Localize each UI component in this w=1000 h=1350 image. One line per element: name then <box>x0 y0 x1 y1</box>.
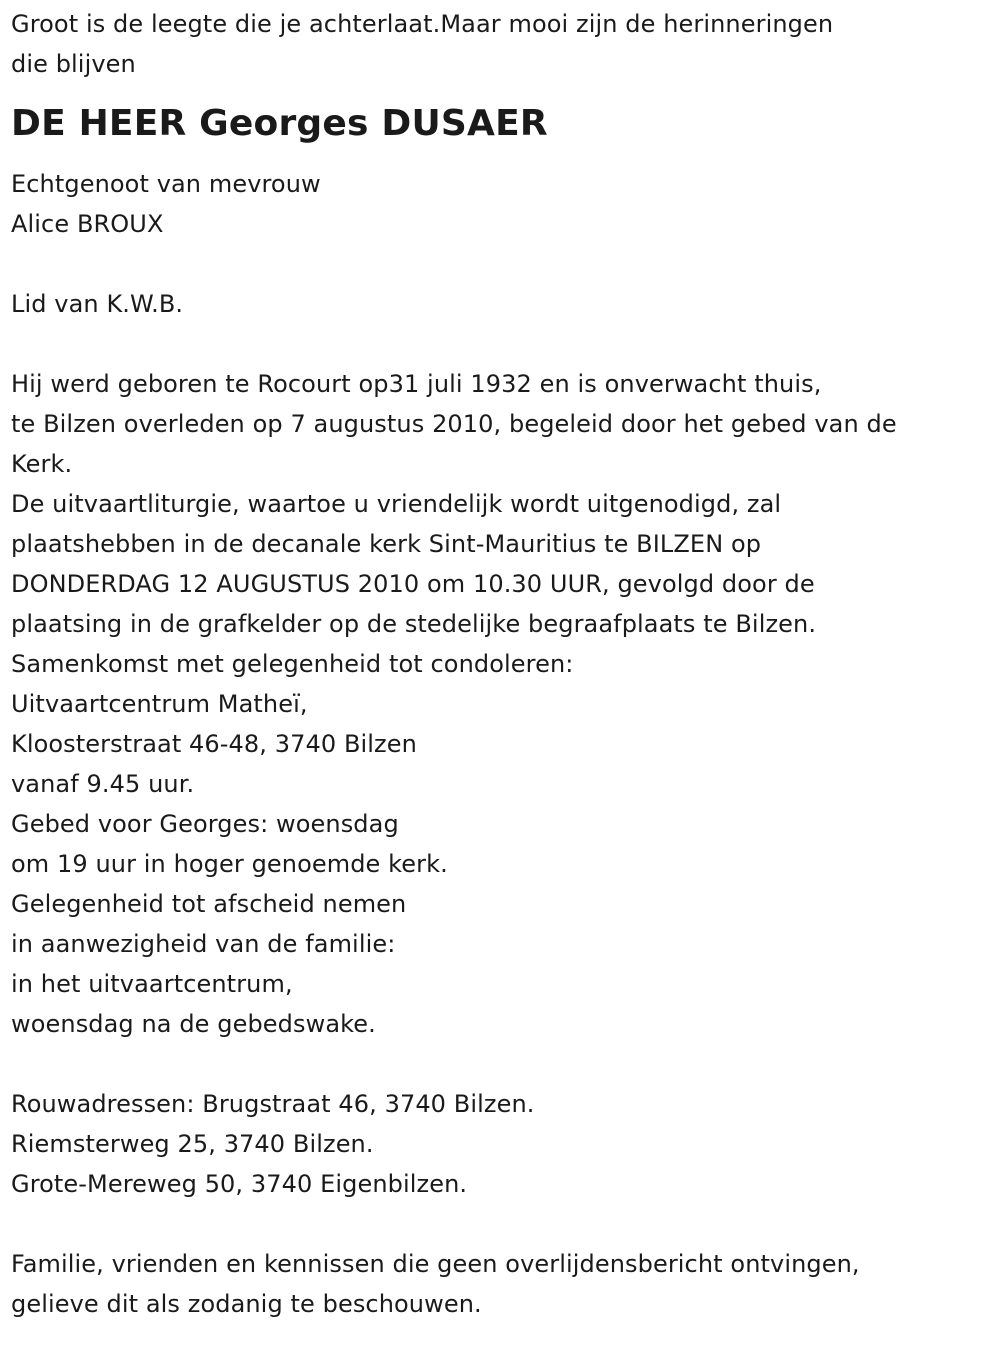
announcement-line: in het uitvaartcentrum, <box>11 970 293 998</box>
announcement-line: Samenkomst met gelegenheid tot condoleren: <box>11 650 574 678</box>
closing-line: gelieve dit als zodanig te beschouwen. <box>11 1290 482 1318</box>
spouse-line: Echtgenoot van mevrouw <box>11 170 321 198</box>
announcement-line: Uitvaartcentrum Matheï, <box>11 690 308 718</box>
announcement-text <box>11 364 986 1044</box>
announcement-line: vanaf 9.45 uur. <box>11 770 195 798</box>
spouse-name: Alice BROUX <box>11 210 164 238</box>
mourning-addresses <box>11 1084 986 1204</box>
announcement-line: Kloosterstraat 46-48, 3740 Bilzen <box>11 730 417 758</box>
announcement-line: plaatshebben in de decanale kerk Sint-Mauritius te BILZEN op <box>11 530 762 558</box>
motto-line: die blijven <box>11 50 136 78</box>
address-line: Grote-Mereweg 50, 3740 Eigenbilzen. <box>11 1170 468 1198</box>
spouse-info <box>11 164 986 244</box>
spacer <box>11 324 986 364</box>
announcement-line: plaatsing in de grafkelder op de stedelijke begraafplaats te Bilzen. <box>11 610 817 638</box>
announcement-line: De uitvaartliturgie, waartoe u vriendelijk wordt uitgenodigd, zal <box>11 490 782 518</box>
closing-line: Familie, vrienden en kennissen die geen overlijdensbericht ontvingen, <box>11 1250 860 1278</box>
closing-note <box>11 1244 986 1324</box>
announcement-line: Gelegenheid tot afscheid nemen <box>11 890 407 918</box>
deceased-name: DE HEER Georges DUSAER <box>11 103 548 144</box>
motto <box>11 4 986 84</box>
spacer <box>11 1044 986 1084</box>
announcement-line: Hij werd geboren te Rocourt op31 juli 1932 en is onverwacht thuis, <box>11 370 822 398</box>
announcement-line: te Bilzen overleden op 7 augustus 2010, begeleid door het gebed van de <box>11 410 897 438</box>
spacer <box>11 1204 986 1244</box>
motto-line: Groot is de leegte die je achterlaat.Maar mooi zijn de herinneringen <box>11 10 834 38</box>
death-notice <box>11 4 986 1324</box>
announcement-line: woensdag na de gebedswake. <box>11 1010 376 1038</box>
address-line: Rouwadressen: Brugstraat 46, 3740 Bilzen. <box>11 1090 535 1118</box>
spacer <box>11 244 986 284</box>
announcement-line: om 19 uur in hoger genoemde kerk. <box>11 850 448 878</box>
address-line: Riemsterweg 25, 3740 Bilzen. <box>11 1130 374 1158</box>
announcement-line: Kerk. <box>11 450 73 478</box>
announcement-line: Gebed voor Georges: woensdag <box>11 810 399 838</box>
announcement-line: DONDERDAG 12 AUGUSTUS 2010 om 10.30 UUR, gevolgd door de <box>11 570 815 598</box>
membership: Lid van K.W.B. <box>11 290 184 318</box>
announcement-line: in aanwezigheid van de familie: <box>11 930 396 958</box>
